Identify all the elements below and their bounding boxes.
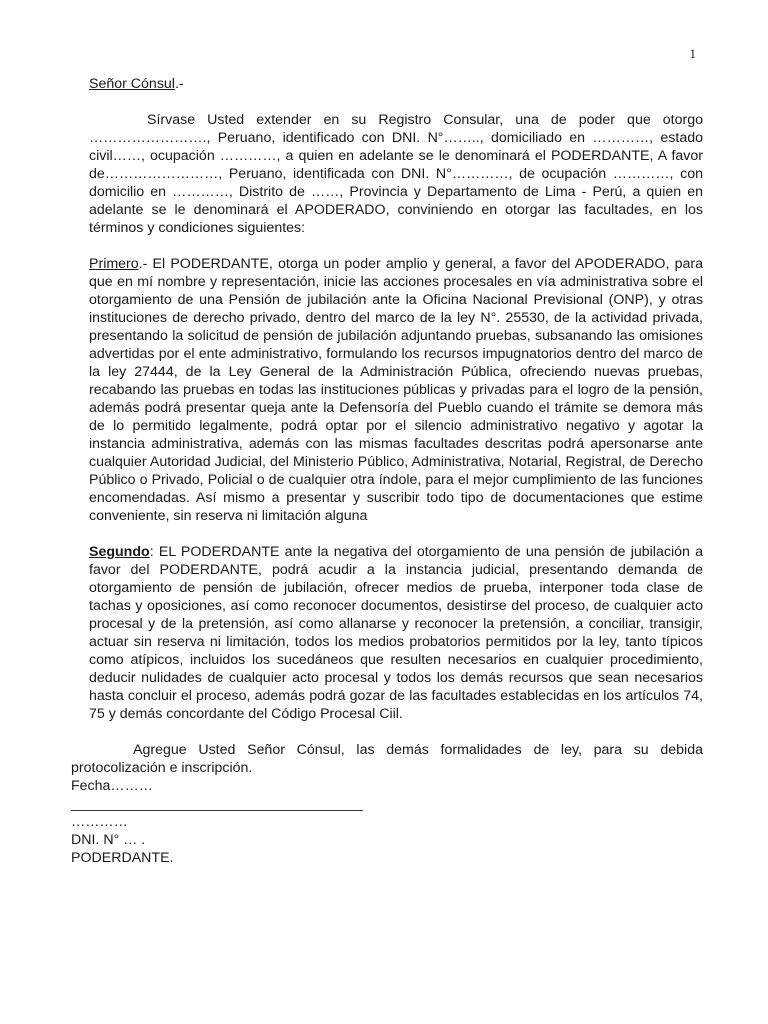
salutation-text: Señor Cónsul: [89, 76, 175, 92]
closing-paragraph: Agregue Usted Señor Cónsul, las demás formalidades de ley, para su debida protocolización e inscripción.: [71, 742, 703, 776]
clause-primero: [89, 255, 703, 525]
salutation: [89, 75, 703, 93]
salutation-suffix: .-: [174, 76, 184, 92]
signature-name-placeholder: …………: [71, 814, 128, 830]
signature-dni: DNI. N° … .: [71, 832, 146, 848]
clause-primero-heading: Primero: [89, 256, 139, 272]
date-line: Fecha………: [71, 778, 153, 794]
signature-line: _____________________________________: [71, 796, 363, 812]
document-body: [89, 75, 703, 741]
page-number: 1: [689, 46, 696, 61]
signature-role: PODERDANTE.: [71, 850, 174, 866]
clause-segundo: [89, 543, 703, 723]
intro-paragraph: Sírvase Usted extender en su Registro Consular, una de poder que otorgo ……………………., Peruano, identificado con DNI. N°…….., domiciliado en …………, estado civil……, ocupación …………, a quien en adelante se le denominará el PODERDANTE, A favor de……………………, Peruano, identificada con DNI. N°…………, de ocupación …………, con domicilio en …………, Distrito de ……, Provincia y Departamento de Lima - Perú, a quien en adelante se le denominará el APODERADO, conviniendo en otorgar las facultades, en los términos y condiciones siguientes:: [89, 112, 703, 236]
clause-primero-text: .- El PODERDANTE, otorga un poder amplio y general, a favor del APODERADO, para que en mí nombre y representación, inicie las acciones procesales en vía administrativa sobre el otorgamiento de una Pensión de jubilación ante la Oficina Nacional Previsional (ONP), y otras instituciones de derecho privado, dentro del marco de la ley N°. 25530, de la actividad privada, presentando la solicitud de pensión de jubilación adjuntando pruebas, subsanando las omisiones advertidas por el ente administrativo, formulando los recursos impugnatorios dentro del marco de la ley 27444, de la Ley General de la Administración Pública, ofreciendo nuevas pruebas, recabando las pruebas en todas las instituciones públicas y privadas para el logro de la pensión, además podrá presentar queja ante la Defensoría del Pueblo cuando el trámite se demora más de lo permitido legalmente, podrá optar por el silencio administrativo negativo y agotar la instancia administrativa, además con las mismas facultades descritas podrá apersonarse ante cualquier Autoridad Judicial, del Ministerio Público, Administrativa, Notarial, Registral, de Derecho Público o Privado, Policial o de cualquier otra índole, para el mejor cumplimiento de las funciones encomendadas. Así mismo a presentar y suscribir todo tipo de documentaciones que estime conveniente, sin reserva ni limitación alguna: [89, 256, 703, 524]
clause-segundo-heading: Segundo: [89, 544, 150, 560]
closing-section: [71, 741, 703, 867]
clause-segundo-text: : EL PODERDANTE ante la negativa del otorgamiento de una pensión de jubilación a favor del PODERDANTE, podrá acudir a la instancia judicial, presentando demanda de otorgamiento de pensión de jubilación, ofrecer medios de prueba, interponer toda clase de tachas y oposiciones, así como reconocer documentos, desistirse del proceso, de cualquier acto procesal y de la pretensión, así como allanarse y reconocer la pretensión, a conciliar, transigir, actuar sin reserva ni limitación, todos los medios probatorios permitidos por la ley, tanto típicos como atípicos, incluidos los sucedáneos que resulten necesarios en cualquier procedimiento, deducir nulidades de cualquier acto procesal y todos los demás recursos que sean necesarios hasta concluir el proceso, además podrá gozar de las facultades establecidas en los artículos 74, 75 y demás concordante del Código Procesal Ciil.: [89, 544, 703, 722]
